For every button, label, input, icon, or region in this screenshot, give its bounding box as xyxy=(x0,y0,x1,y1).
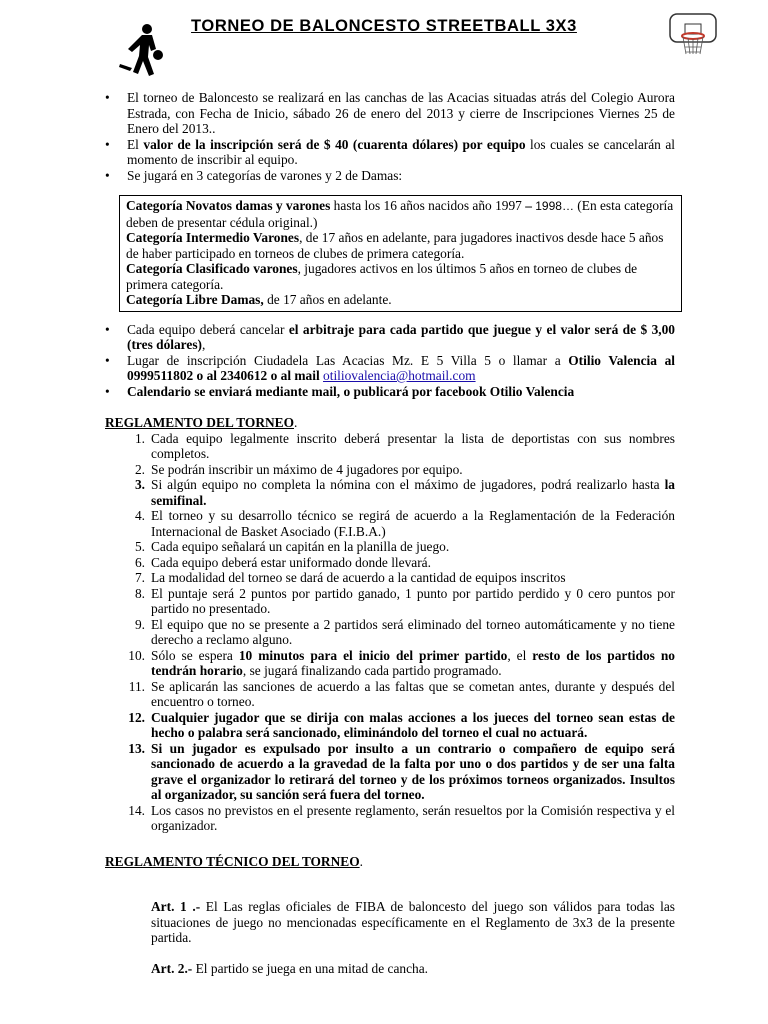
basketball-player-icon xyxy=(118,22,176,80)
category-text: 1998… xyxy=(531,199,574,213)
rule-text: Cualquier jugador que se dirija con malas acciones a los jueces del torneo sean estas de hecho o palabra será sancionado, eliminándolo del torneo el cual no actuará. xyxy=(151,709,675,740)
list-item xyxy=(105,168,675,184)
bullet-text: Lugar de inscripción Ciudadela Las Acacias Mz. E 5 Villa 5 o llamar a xyxy=(127,352,569,368)
article-1 xyxy=(151,899,675,946)
rule-text: La modalidad del torneo se dará de acuerdo a la cantidad de equipos inscritos xyxy=(151,570,566,585)
document-body xyxy=(105,90,675,976)
item-number: 14. xyxy=(128,802,145,818)
section-title: REGLAMENTO DEL TORNEO xyxy=(105,415,295,430)
list-item xyxy=(105,508,675,539)
page-title xyxy=(0,17,768,36)
list-item xyxy=(105,137,675,168)
section-title-suffix: . xyxy=(294,415,298,430)
rule-text: , el xyxy=(507,647,533,663)
rule-text: Se podrán inscribir un máximo de 4 jugadores por equipo. xyxy=(151,461,463,477)
categories-box xyxy=(119,195,682,312)
email-link[interactable]: otiliovalencia@hotmail.com xyxy=(323,368,476,383)
item-number: 12. xyxy=(128,709,145,725)
category-item xyxy=(126,230,676,261)
intro-list xyxy=(105,90,675,183)
category-title: Categoría Novatos damas y varones xyxy=(126,198,331,213)
title-text: TORNEO DE BALONCESTO STREETBALL 3X3 xyxy=(191,17,577,35)
bullet-text: Calendario se enviará mediante mail, o publicará por facebook Otilio Valencia xyxy=(127,383,575,399)
rule-text: Si un jugador es expulsado por insulto a un contrario o compañero de equipo será sancionado de acuerdo a la gravedad de la falta por uno o dos partidos y de ser una falta grave el organizador lo retirará del torneo y de los próximos torneos organizados. Insultos al organizador, su sanción será fuera del torneo. xyxy=(151,740,675,802)
item-number: 2. xyxy=(134,461,145,477)
category-text: , de 17 años en adelante, para jugadores inactivos desde hace 5 años de haber participado en torneos de clubes de primera categoría. xyxy=(126,230,664,261)
list-item xyxy=(105,741,675,803)
section-heading xyxy=(105,854,675,870)
list-item xyxy=(105,90,675,137)
list-item xyxy=(105,803,675,834)
item-number: 1. xyxy=(134,430,145,446)
details-list xyxy=(105,322,675,400)
list-item xyxy=(105,477,675,508)
list-item xyxy=(105,555,675,571)
list-item xyxy=(105,586,675,617)
category-text: (En esta categoría deben de presentar cédula original.) xyxy=(126,198,674,230)
rules-list xyxy=(105,431,675,834)
article-label: Art. 2.- xyxy=(151,960,193,976)
rule-text: Cada equipo deberá estar uniformado donde llevará. xyxy=(151,554,431,570)
list-item xyxy=(105,322,675,353)
item-number: 9. xyxy=(134,616,145,632)
list-item xyxy=(105,462,675,478)
list-item xyxy=(105,431,675,462)
bullet-text: El xyxy=(127,136,144,152)
rule-text: Sólo se espera xyxy=(151,647,239,663)
bullet-text: Se jugará en 3 categorías de varones y 2 de Damas: xyxy=(127,167,403,183)
list-item xyxy=(105,353,675,384)
category-item xyxy=(126,261,676,292)
rule-text: Los casos no previstos en el presente reglamento, serán resueltos por la Comisión respectiva y el organizador. xyxy=(151,802,675,833)
rule-text: El equipo que no se presente a 2 partidos será eliminado del torneo automáticamente y no tiene derecho a reclamo alguno. xyxy=(151,616,675,647)
rule-text: El puntaje será 2 puntos por partido ganado, 1 punto por partido perdido y 0 cero puntos por partido no presentado. xyxy=(151,585,675,616)
rule-text: Cada equipo legalmente inscrito deberá presentar la lista de deportistas con sus nombres completos. xyxy=(151,430,675,461)
bullet-text: el arbitraje para cada partido que juegue y el valor será de $ 3,00 (tres dólares) xyxy=(127,321,676,352)
rule-text: , se jugará finalizando cada partido programado. xyxy=(242,663,502,678)
category-text: – xyxy=(525,198,532,213)
list-item xyxy=(105,384,675,400)
category-text: hasta los 16 años nacidos año 1997 xyxy=(330,198,526,213)
item-number: 8. xyxy=(134,585,145,601)
category-title: Categoría Clasificado varones xyxy=(126,261,298,276)
item-number: 10. xyxy=(128,647,145,663)
section-heading xyxy=(105,415,675,431)
bullet-text: El torneo de Baloncesto se realizará en las canchas de las Acacias situadas atrás del Colegio Aurora Estrada, con Fecha de Inicio, sábado 26 de enero del 2013 y cierre de Inscripciones Viernes 25 de Enero del 2013.. xyxy=(127,90,675,136)
category-title: Categoría Intermedio Varones xyxy=(126,230,300,245)
item-number: 4. xyxy=(134,508,145,523)
list-item xyxy=(105,710,675,741)
bullet-text: , xyxy=(202,337,206,352)
category-item xyxy=(126,292,676,308)
category-text: de 17 años en adelante. xyxy=(263,292,392,307)
rule-text: Si algún equipo no completa la nómina con el máximo de jugadores, podrá realizarlo hasta xyxy=(151,477,665,492)
rule-text: resto de los partidos no tendrán horario xyxy=(151,647,675,678)
fee-text: valor de la inscripción será de $ 40 (cuarenta dólares) por equipo xyxy=(143,136,526,152)
rule-text: El torneo y su desarrollo técnico se regirá de acuerdo a la Reglamentación de la Federación Internacional de Basket Asociado (F.I.B.A.) xyxy=(151,508,675,539)
item-number: 13. xyxy=(128,740,145,756)
list-item xyxy=(105,679,675,710)
item-number: 6. xyxy=(134,554,145,570)
rule-text: Cada equipo señalará un capitán en la planilla de juego. xyxy=(151,539,450,554)
item-number: 7. xyxy=(134,570,145,585)
article-label: Art. 1 .- xyxy=(151,899,201,914)
contact-text: Otilio Valencia al 0999511802 o al 2340612 o al mail xyxy=(127,352,675,383)
list-item xyxy=(105,539,675,555)
article-2 xyxy=(151,961,675,977)
category-item xyxy=(126,198,676,230)
list-item xyxy=(105,648,675,679)
rule-text: la semifinal. xyxy=(151,477,675,508)
category-text: , jugadores activos en los últimos 5 años en torneo de clubes de primera categoría. xyxy=(126,261,638,292)
bullet-text: Cada equipo deberá cancelar xyxy=(127,321,289,337)
section-title-suffix: . xyxy=(359,853,363,869)
bullet-text: los cuales se cancelarán al momento de inscribir al equipo. xyxy=(127,136,676,167)
article-text: El Las reglas oficiales de FIBA de baloncesto del juego son válidos para todas las situaciones de juego no mencionadas específicamente en el Reglamento de 3x3 de la presente partida. xyxy=(151,899,675,945)
section-title: REGLAMENTO TÉCNICO DEL TORNEO xyxy=(105,853,360,869)
item-number: 5. xyxy=(134,539,145,554)
rule-text: Se aplicarán las sanciones de acuerdo a las faltas que se cometan antes, durante y después del encuentro o torneo. xyxy=(151,678,675,709)
list-item xyxy=(105,617,675,648)
article-text: El partido se juega en una mitad de cancha. xyxy=(192,960,429,976)
category-title: Categoría Libre Damas, xyxy=(126,292,264,307)
basketball-hoop-icon xyxy=(668,12,718,58)
list-item xyxy=(105,570,675,586)
item-number: 11. xyxy=(128,678,145,694)
rule-text: 10 minutos para el inicio del primer partido xyxy=(238,647,508,663)
item-number: 3. xyxy=(134,477,145,492)
